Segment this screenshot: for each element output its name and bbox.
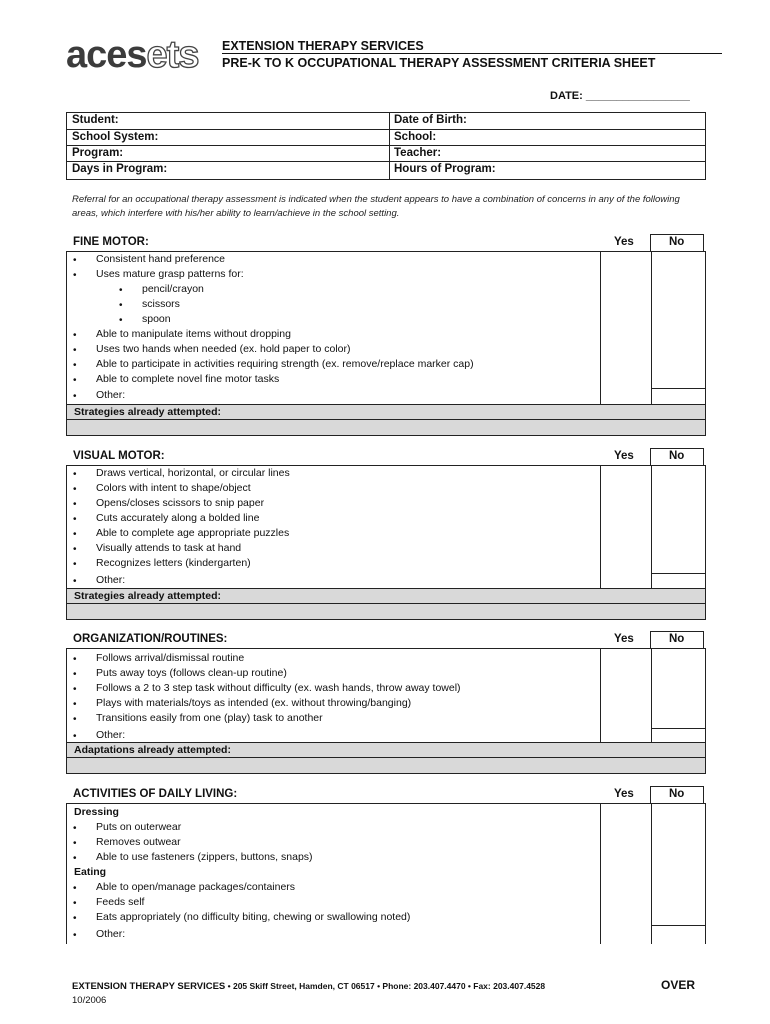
strategies-row[interactable]: Strategies already attempted: bbox=[66, 404, 706, 420]
list-item: • Uses mature grasp patterns for: bbox=[73, 268, 244, 281]
strategies-row[interactable]: Strategies already attempted: bbox=[66, 588, 706, 604]
info-row bbox=[67, 161, 705, 178]
list-item: • Removes outwear bbox=[73, 836, 181, 849]
list-item: • Able to use fasteners (zippers, buttons, snaps) bbox=[73, 851, 313, 864]
days-in-program-field[interactable]: Days in Program: bbox=[72, 163, 168, 175]
list-item: • Follows arrival/dismissal routine bbox=[73, 652, 245, 665]
info-row bbox=[67, 129, 705, 146]
agency-title: EXTENSION THERAPY SERVICES bbox=[222, 39, 424, 53]
list-item: • Colors with intent to shape/object bbox=[73, 482, 251, 495]
list-item: • Opens/closes scissors to snip paper bbox=[73, 497, 265, 510]
list-item: • Feeds self bbox=[73, 896, 145, 909]
list-item: • Recognizes letters (kindergarten) bbox=[73, 557, 251, 570]
list-item: • Able to manipulate items without dropping bbox=[73, 328, 291, 341]
list-item: • Other: bbox=[73, 389, 126, 402]
student-field[interactable]: Student: bbox=[72, 114, 119, 126]
list-item: • Other: bbox=[73, 729, 126, 742]
info-row bbox=[67, 145, 705, 162]
teacher-field[interactable]: Teacher: bbox=[394, 147, 442, 159]
program-field[interactable]: Program: bbox=[72, 147, 124, 159]
header-rule bbox=[222, 53, 722, 54]
list-item: • Puts on outerwear bbox=[73, 821, 182, 834]
list-item: • Able to complete age appropriate puzzles bbox=[73, 527, 290, 540]
list-item: • Visually attends to task at hand bbox=[73, 542, 242, 555]
list-item: • Other: bbox=[73, 574, 126, 587]
list-item: • Follows a 2 to 3 step task without difficulty (ex. wash hands, throw away towel) bbox=[73, 682, 461, 695]
category-label: Dressing bbox=[74, 806, 119, 818]
list-item: • scissors bbox=[119, 298, 180, 311]
yes-header: Yes bbox=[614, 788, 634, 800]
list-item: • Plays with materials/toys as intended (ex. without throwing/banging) bbox=[73, 697, 412, 710]
section-title: FINE MOTOR: bbox=[73, 236, 149, 248]
section-title: ORGANIZATION/ROUTINES: bbox=[73, 633, 228, 645]
no-header: No bbox=[669, 236, 685, 248]
no-header: No bbox=[669, 633, 685, 645]
school-system-field[interactable]: School System: bbox=[72, 131, 159, 143]
strategies-entry[interactable] bbox=[66, 604, 706, 620]
section-title: ACTIVITIES OF DAILY LIVING: bbox=[73, 788, 238, 800]
list-item: • Able to participate in activities requiring strength (ex. remove/replace marker cap) bbox=[73, 358, 474, 371]
info-row bbox=[67, 113, 705, 129]
list-item: • Cuts accurately along a bolded line bbox=[73, 512, 260, 525]
list-item: • Transitions easily from one (play) task to another bbox=[73, 712, 323, 725]
hours-of-program-field[interactable]: Hours of Program: bbox=[394, 163, 496, 175]
footer-address: EXTENSION THERAPY SERVICES • 205 Skiff Street, Hamden, CT 06517 • Phone: 203.407.4470 • Fax: 203.407.4528 bbox=[72, 981, 546, 992]
student-info-table bbox=[66, 112, 706, 180]
adaptations-row[interactable]: Adaptations already attempted: bbox=[66, 742, 706, 758]
aces-ets-logo: acesets bbox=[66, 34, 199, 76]
list-item: • Able to open/manage packages/containers bbox=[73, 881, 296, 894]
strategies-entry[interactable] bbox=[66, 420, 706, 436]
no-header: No bbox=[669, 450, 685, 462]
no-header: No bbox=[669, 788, 685, 800]
list-item: • Able to complete novel fine motor tasks bbox=[73, 373, 280, 386]
list-item: • Eats appropriately (no difficulty biting, chewing or swallowing noted) bbox=[73, 911, 411, 924]
list-item: • Draws vertical, horizontal, or circular lines bbox=[73, 467, 290, 480]
list-item: • pencil/crayon bbox=[119, 283, 204, 296]
section-title: VISUAL MOTOR: bbox=[73, 450, 165, 462]
list-item: • spoon bbox=[119, 313, 171, 326]
over-label: OVER bbox=[661, 978, 696, 992]
sheet-title: PRE-K TO K OCCUPATIONAL THERAPY ASSESSMENT CRITERIA SHEET bbox=[222, 56, 656, 70]
date-field[interactable]: DATE: _________________ bbox=[550, 90, 690, 102]
yes-header: Yes bbox=[614, 633, 634, 645]
yes-header: Yes bbox=[614, 450, 634, 462]
list-item: • Puts away toys (follows clean-up routine) bbox=[73, 667, 287, 680]
dob-field[interactable]: Date of Birth: bbox=[394, 114, 467, 126]
list-item: • Other: bbox=[73, 928, 126, 941]
category-label: Eating bbox=[74, 866, 107, 878]
list-item: • Consistent hand preference bbox=[73, 253, 225, 266]
yes-header: Yes bbox=[614, 236, 634, 248]
referral-intro: Referral for an occupational therapy assessment is indicated when the student appears to have a combination of concerns in any of the following areas, which interfere with his/her ability to learn/achieve in the school setting. bbox=[72, 194, 680, 219]
school-field[interactable]: School: bbox=[394, 131, 437, 143]
adaptations-entry[interactable] bbox=[66, 758, 706, 774]
list-item: • Uses two hands when needed (ex. hold paper to color) bbox=[73, 343, 351, 356]
revision-date: 10/2006 bbox=[72, 995, 107, 1006]
